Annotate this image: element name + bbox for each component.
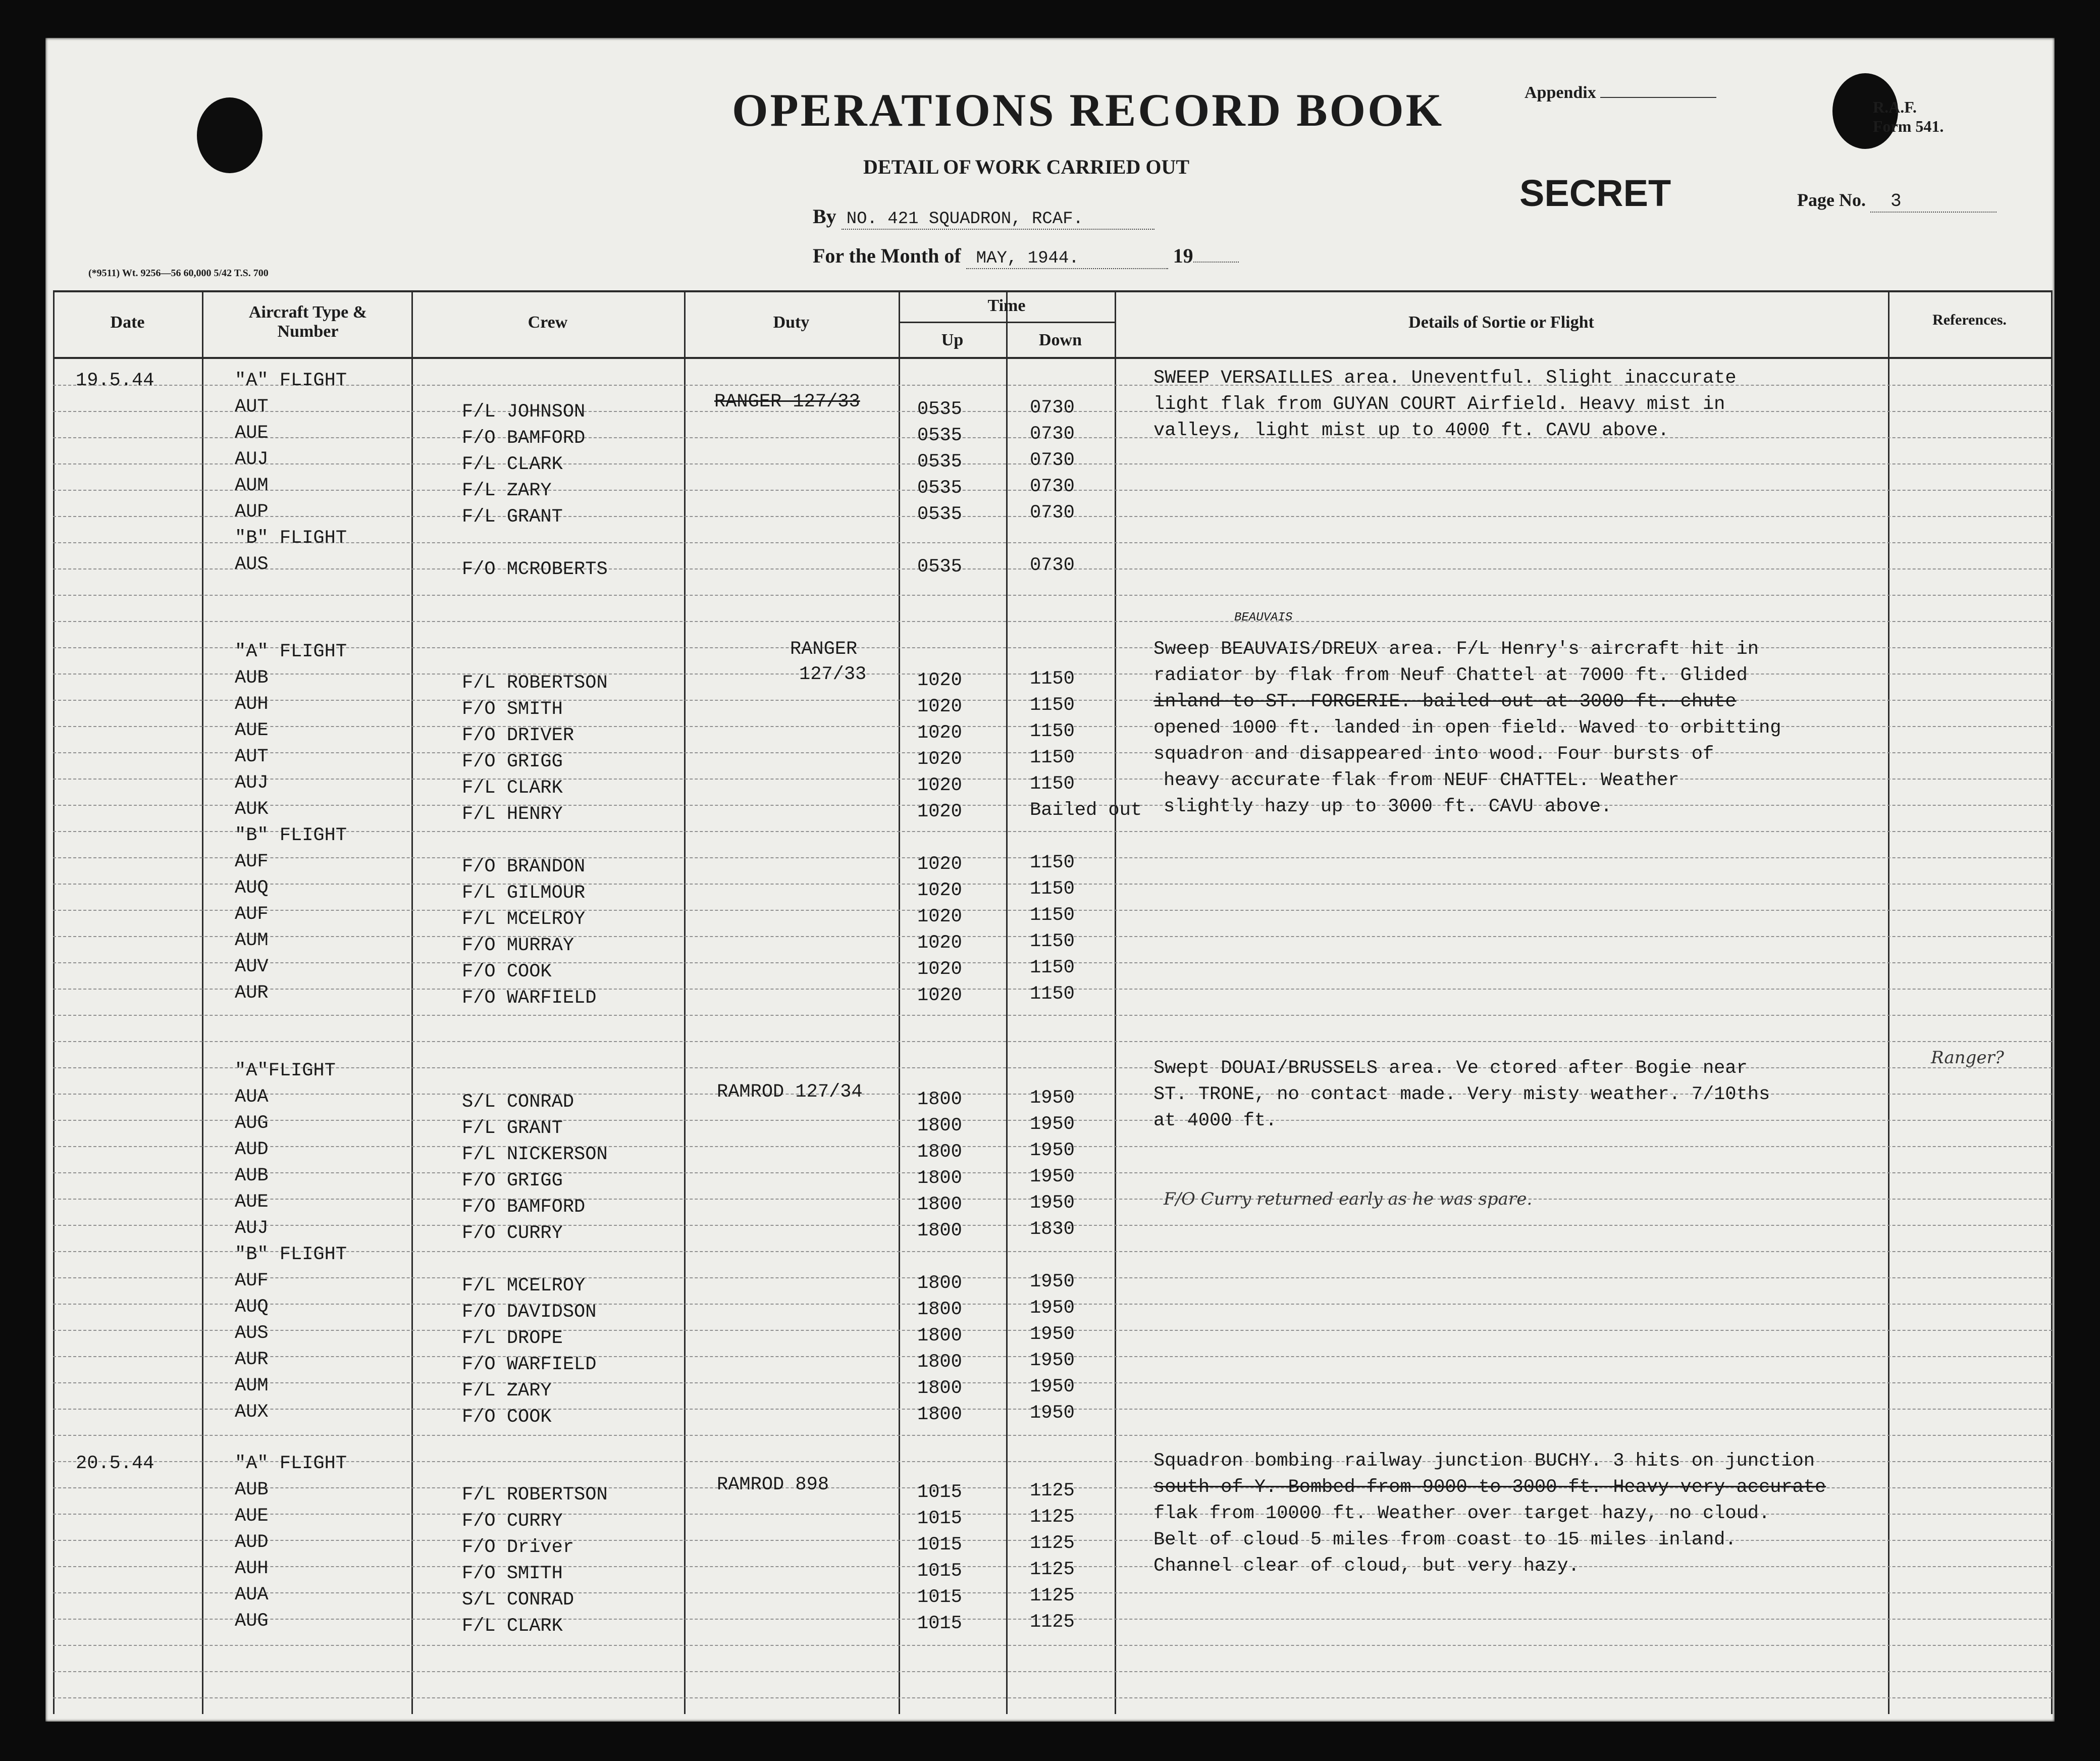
time-up: 1020: [917, 801, 962, 822]
aircraft-entry: AUT: [235, 396, 269, 418]
time-up: 1800: [917, 1089, 962, 1110]
form-line-1: R.A.F.: [1873, 98, 1917, 116]
duty-entry: RANGER: [790, 639, 858, 660]
aircraft-entry: AUG: [235, 1611, 269, 1632]
aircraft-entry: AUD: [235, 1532, 269, 1553]
time-down: 1950: [1030, 1087, 1075, 1109]
time-up: 1800: [917, 1352, 962, 1373]
aircraft-entry: AUB: [235, 667, 269, 689]
aircraft-entry: AUF: [235, 851, 269, 872]
by-label: By: [813, 205, 836, 228]
crew-entry: F/L GRANT: [462, 506, 563, 528]
time-down: 1150: [1030, 852, 1075, 873]
time-up: 1020: [917, 985, 962, 1006]
crew-entry: F/O SMITH: [462, 1563, 563, 1584]
aircraft-entry: "B" FLIGHT: [235, 1244, 347, 1265]
duty-entry: RANGER 127/33: [714, 391, 860, 412]
time-up: 1015: [917, 1587, 962, 1608]
aircraft-entry: AUS: [235, 554, 269, 575]
details-line: Channel clear of cloud, but very hazy.: [1153, 1556, 1580, 1577]
time-down: 0730: [1030, 502, 1075, 524]
details-line: SWEEP VERSAILLES area. Uneventful. Slight inaccurate: [1153, 368, 1737, 389]
aircraft-entry: AUJ: [235, 772, 269, 794]
col-time: Time: [987, 296, 1026, 315]
crew-entry: F/L ROBERTSON: [462, 1484, 608, 1506]
aircraft-entry: AUV: [235, 956, 269, 977]
time-down: 0730: [1030, 450, 1075, 471]
col-details: Details of Sortie or Flight: [1408, 313, 1594, 332]
page-subtitle: DETAIL OF WORK CARRIED OUT: [863, 156, 1190, 178]
crew-entry: S/L CONRAD: [462, 1589, 574, 1611]
duty-entry: 127/33: [799, 664, 867, 685]
time-down: 1950: [1030, 1271, 1075, 1292]
time-up: 1015: [917, 1561, 962, 1582]
crew-entry: F/L CLARK: [462, 778, 563, 799]
appendix-field: [1525, 83, 1716, 102]
form-line-2: Form 541.: [1873, 117, 1944, 135]
month-line: [813, 244, 1239, 269]
crew-entry: F/O MURRAY: [462, 935, 574, 956]
aircraft-entry: AUA: [235, 1584, 269, 1605]
time-up: 0535: [917, 478, 962, 499]
time-up: 0535: [917, 399, 962, 420]
aircraft-entry: AUJ: [235, 1218, 269, 1239]
aircraft-entry: "A" FLIGHT: [235, 1453, 347, 1474]
aircraft-entry: AUE: [235, 423, 269, 444]
time-up: 1020: [917, 696, 962, 717]
crew-entry: F/O SMITH: [462, 699, 563, 720]
time-down: 1830: [1030, 1219, 1075, 1240]
aircraft-entry: AUK: [235, 799, 269, 820]
time-down: Bailed out: [1030, 800, 1142, 821]
op-date: 19.5.44: [76, 370, 154, 391]
col-down: Down: [1038, 331, 1082, 349]
details-line: inland to ST. FORGERIE. bailed out at 3000 ft. chute: [1153, 691, 1737, 712]
time-up: 1020: [917, 906, 962, 927]
time-up: 1800: [917, 1142, 962, 1163]
month-label: For the Month of: [813, 244, 961, 267]
crew-entry: F/L ROBERTSON: [462, 672, 608, 694]
squadron-line: [813, 204, 1154, 230]
crew-entry: S/L CONRAD: [462, 1092, 574, 1113]
crew-entry: F/O BAMFORD: [462, 428, 586, 449]
time-up: 1800: [917, 1194, 962, 1215]
time-down: 1150: [1030, 668, 1075, 690]
duty-entry: RAMROD 127/34: [717, 1081, 863, 1103]
aircraft-entry: AUE: [235, 1192, 269, 1213]
time-up: 1020: [917, 749, 962, 770]
col-aircraft: Aircraft Type & Number: [248, 303, 368, 341]
col-up: Up: [941, 331, 964, 349]
details-line: Sweep BEAUVAIS/DREUX area. F/L Henry's aircraft hit in: [1153, 639, 1759, 660]
details-line: south of Y. Bombed from 9000 to 3000 ft. Heavy very accurate: [1153, 1477, 1826, 1498]
crew-entry: F/L MCELROY: [462, 1275, 586, 1297]
aircraft-entry: AUB: [235, 1479, 269, 1500]
crew-entry: F/O Driver: [462, 1537, 574, 1558]
operations-table: [53, 290, 2052, 1714]
crew-entry: F/O BRANDON: [462, 856, 586, 877]
time-up: 1020: [917, 880, 962, 901]
aircraft-entry: AUR: [235, 1349, 269, 1370]
time-up: 1020: [917, 933, 962, 954]
time-down: 1150: [1030, 747, 1075, 768]
time-up: 1015: [917, 1534, 962, 1556]
aircraft-entry: AUQ: [235, 1297, 269, 1318]
details-line: slightly hazy up to 3000 ft. CAVU above.: [1164, 796, 1612, 817]
details-line: Swept DOUAI/BRUSSELS area. Ve ctored after Bogie near: [1153, 1058, 1748, 1079]
time-up: 1015: [917, 1482, 962, 1503]
crew-entry: F/O CURRY: [462, 1511, 563, 1532]
col-duty: Duty: [773, 313, 810, 332]
time-up: 1020: [917, 722, 962, 744]
time-down: 1125: [1030, 1585, 1075, 1607]
crew-entry: F/O GRIGG: [462, 751, 563, 772]
aircraft-entry: AUE: [235, 1506, 269, 1527]
details-line: ST. TRONE, no contact made. Very misty weather. 7/10ths: [1153, 1084, 1770, 1105]
aircraft-entry: AUR: [235, 982, 269, 1004]
details-line: Squadron bombing railway junction BUCHY. 3 hits on junction: [1153, 1451, 1815, 1472]
col-references: References.: [1932, 312, 2007, 328]
year-suffix: 19: [1173, 244, 1193, 267]
time-up: 1800: [917, 1273, 962, 1294]
crew-entry: F/L HENRY: [462, 804, 563, 825]
aircraft-entry: AUJ: [235, 449, 269, 470]
time-up: 1800: [917, 1168, 962, 1189]
aircraft-entry: AUB: [235, 1165, 269, 1186]
aircraft-entry: "A" FLIGHT: [235, 641, 347, 662]
crew-entry: F/O WARFIELD: [462, 1354, 597, 1375]
details-line: opened 1000 ft. landed in open field. Waved to orbitting: [1153, 717, 1781, 739]
crew-entry: F/L JOHNSON: [462, 401, 586, 423]
time-up: 1800: [917, 1299, 962, 1320]
crew-entry: F/O COOK: [462, 961, 552, 982]
time-down: 1150: [1030, 773, 1075, 795]
aircraft-entry: AUM: [235, 930, 269, 951]
time-down: 1950: [1030, 1403, 1075, 1424]
page-number: [1797, 189, 1997, 213]
time-up: 1800: [917, 1220, 962, 1241]
page-title: OPERATIONS RECORD BOOK: [732, 84, 1444, 136]
aircraft-entry: "A" FLIGHT: [235, 370, 347, 391]
time-up: 1020: [917, 670, 962, 691]
duty-entry: RAMROD 898: [717, 1474, 829, 1495]
details-line: at 4000 ft.: [1153, 1110, 1277, 1131]
details-line: Belt of cloud 5 miles from coast to 15 miles inland.: [1153, 1529, 1737, 1550]
time-down: 1150: [1030, 721, 1075, 742]
col-date: Date: [110, 313, 145, 332]
time-up: 0535: [917, 504, 962, 525]
time-down: 1125: [1030, 1507, 1075, 1528]
aircraft-entry: AUE: [235, 720, 269, 741]
details-line: light flak from GUYAN COURT Airfield. Heavy mist in: [1153, 394, 1725, 415]
time-down: 0730: [1030, 476, 1075, 497]
secret-stamp: SECRET: [1519, 172, 1671, 214]
details-line: valleys, light mist up to 4000 ft. CAVU above.: [1153, 420, 1669, 441]
aircraft-entry: AUQ: [235, 877, 269, 899]
form-number: [1873, 97, 1944, 136]
crew-entry: F/O COOK: [462, 1407, 552, 1428]
time-down: 1125: [1030, 1480, 1075, 1501]
details-line: radiator by flak from Neuf Chattel at 7000 ft. Glided: [1153, 665, 1748, 686]
time-up: 1800: [917, 1325, 962, 1346]
crew-entry: F/L CLARK: [462, 1616, 563, 1637]
aircraft-entry: AUP: [235, 501, 269, 523]
time-down: 1150: [1030, 931, 1075, 952]
time-down: 1950: [1030, 1324, 1075, 1345]
time-down: 1950: [1030, 1376, 1075, 1397]
time-down: 1950: [1030, 1350, 1075, 1371]
time-down: 1150: [1030, 905, 1075, 926]
aircraft-entry: AUF: [235, 1270, 269, 1291]
aircraft-entry: AUA: [235, 1086, 269, 1108]
time-down: 1150: [1030, 957, 1075, 978]
time-up: 1800: [917, 1115, 962, 1136]
time-down: 1125: [1030, 1612, 1075, 1633]
aircraft-entry: AUD: [235, 1139, 269, 1160]
time-down: 1950: [1030, 1166, 1075, 1187]
page-value: 3: [1870, 191, 1997, 213]
time-up: 1800: [917, 1404, 962, 1425]
time-down: 0730: [1030, 397, 1075, 419]
crew-entry: F/L GILMOUR: [462, 883, 586, 904]
crew-entry: F/L MCELROY: [462, 909, 586, 930]
appendix-label: Appendix: [1525, 83, 1596, 102]
month-value: MAY, 1944.: [966, 249, 1168, 269]
op-date: 20.5.44: [76, 1453, 154, 1474]
crew-entry: F/O CURRY: [462, 1223, 563, 1244]
time-down: 1125: [1030, 1533, 1075, 1554]
time-down: 0730: [1030, 555, 1075, 576]
crew-entry: F/O WARFIELD: [462, 988, 597, 1009]
aircraft-entry: AUH: [235, 1558, 269, 1579]
time-down: 1950: [1030, 1140, 1075, 1161]
crew-entry: F/O DRIVER: [462, 725, 574, 746]
reference-note: Ranger?: [1931, 1048, 2004, 1068]
crew-entry: F/O GRIGG: [462, 1170, 563, 1192]
punch-hole: [197, 97, 262, 173]
crew-entry: F/L GRANT: [462, 1118, 563, 1139]
crew-entry: F/L NICKERSON: [462, 1144, 608, 1165]
time-up: 1020: [917, 775, 962, 796]
aircraft-entry: "B" FLIGHT: [235, 825, 347, 846]
time-up: 1015: [917, 1508, 962, 1529]
aircraft-entry: AUG: [235, 1113, 269, 1134]
aircraft-entry: AUM: [235, 475, 269, 496]
crew-entry: F/L CLARK: [462, 454, 563, 475]
aircraft-entry: "B" FLIGHT: [235, 528, 347, 549]
details-line: heavy accurate flak from NEUF CHATTEL. Weather: [1164, 770, 1679, 791]
crew-entry: F/L ZARY: [462, 1380, 552, 1402]
time-down: 1950: [1030, 1114, 1075, 1135]
crew-entry: F/O DAVIDSON: [462, 1302, 597, 1323]
time-down: 1125: [1030, 1559, 1075, 1580]
aircraft-entry: AUH: [235, 694, 269, 715]
col-crew: Crew: [528, 313, 568, 332]
handwritten-note: F/O Curry returned early as he was spare.: [1164, 1189, 1533, 1209]
crew-entry: F/O BAMFORD: [462, 1197, 586, 1218]
page-label: Page No.: [1797, 190, 1866, 210]
time-down: 1150: [1030, 983, 1075, 1005]
time-up: 1020: [917, 854, 962, 875]
time-down: 1950: [1030, 1298, 1075, 1319]
time-up: 0535: [917, 425, 962, 446]
crew-entry: F/L DROPE: [462, 1328, 563, 1349]
time-down: 1950: [1030, 1193, 1075, 1214]
time-up: 1020: [917, 959, 962, 980]
crew-entry: F/O MCROBERTS: [462, 559, 608, 580]
time-down: 1150: [1030, 695, 1075, 716]
aircraft-entry: AUF: [235, 904, 269, 925]
print-reference: (*9511) Wt. 9256—56 60,000 5/42 T.S. 700: [88, 268, 269, 279]
aircraft-entry: AUX: [235, 1402, 269, 1423]
time-up: 0535: [917, 556, 962, 578]
record-page: [45, 38, 2055, 1722]
time-up: 0535: [917, 451, 962, 473]
time-up: 1800: [917, 1378, 962, 1399]
aircraft-entry: AUS: [235, 1323, 269, 1344]
time-down: 1150: [1030, 878, 1075, 900]
time-down: 0730: [1030, 424, 1075, 445]
crew-entry: F/L ZARY: [462, 480, 552, 501]
aircraft-entry: AUM: [235, 1375, 269, 1396]
details-line: squadron and disappeared into wood. Four bursts of: [1153, 744, 1714, 765]
aircraft-entry: "A"FLIGHT: [235, 1060, 336, 1081]
aircraft-entry: AUT: [235, 746, 269, 767]
time-up: 1015: [917, 1613, 962, 1634]
details-line: flak from 10000 ft. Weather over target hazy, no cloud.: [1153, 1503, 1770, 1524]
squadron-value: NO. 421 SQUADRON, RCAF.: [842, 210, 1154, 230]
handwritten-annotation: BEAUVAIS: [1234, 611, 1293, 625]
